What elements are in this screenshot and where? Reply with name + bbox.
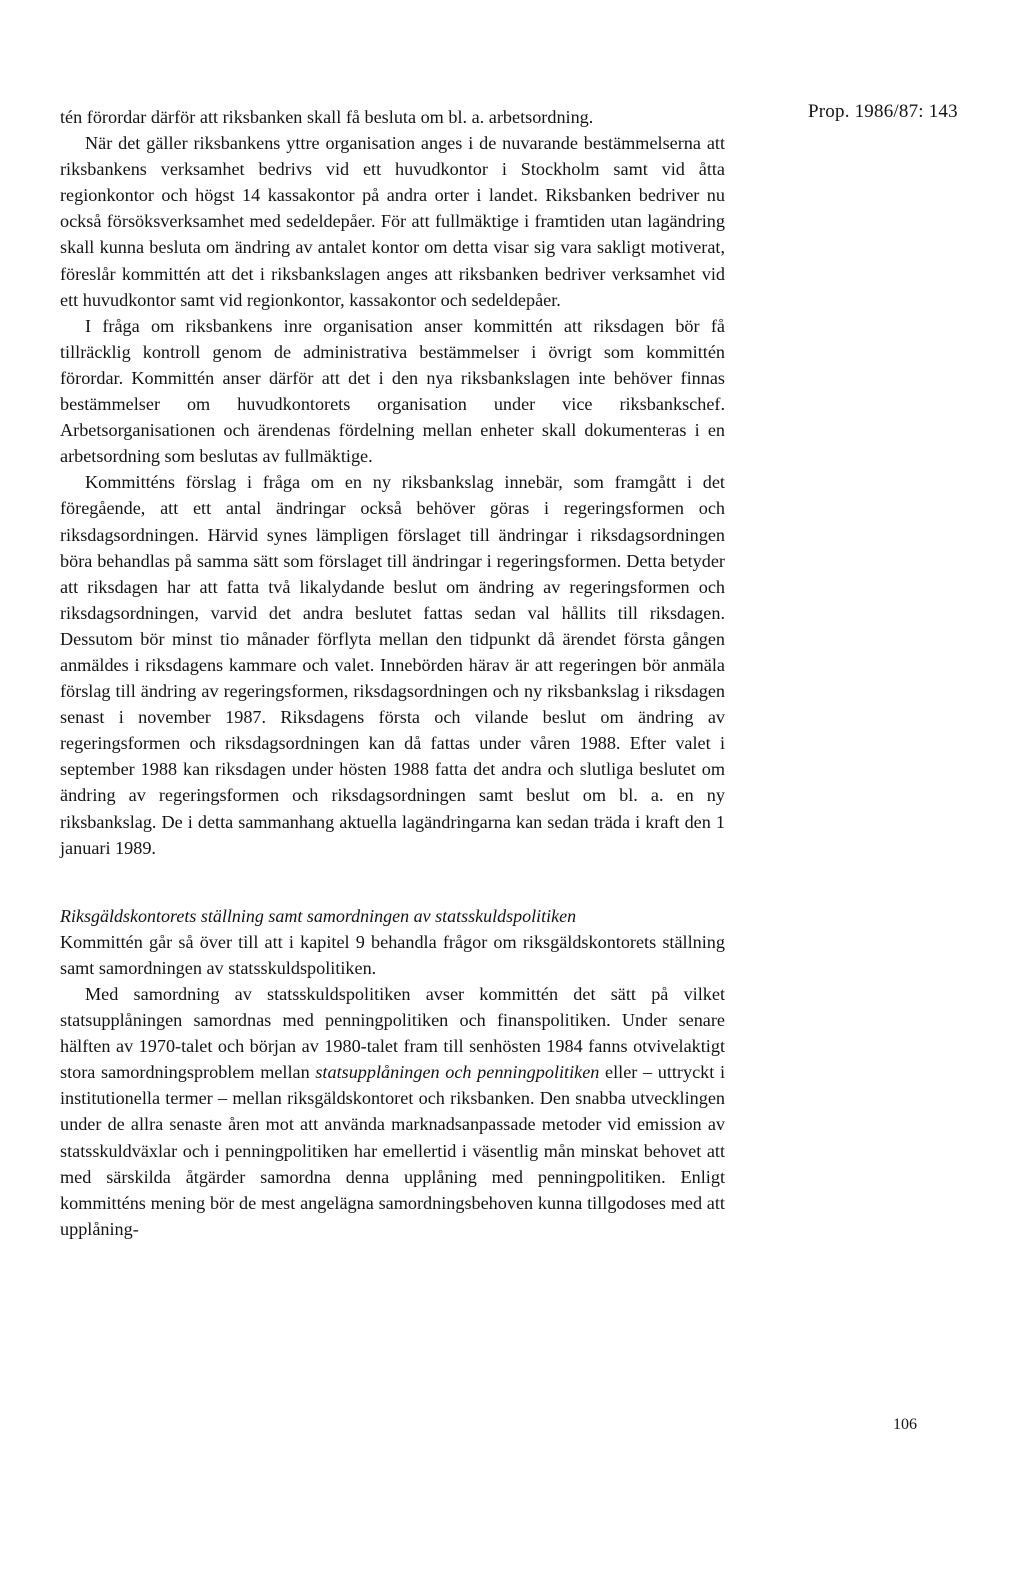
page-number: 106 xyxy=(893,1416,917,1433)
paragraph-text-part: Med samordning av statsskuldspolitiken avser kommittén det sätt på vilket statsupplåningen samordnas med penningpolitiken och finanspolitiken. Under senare hälften av 1970-talet och början av 1980-talet fram till senhösten 1984 fanns otvivelaktigt stora samordningsproblem mellan xyxy=(60,984,725,1083)
paragraph-internal-organisation: I fråga om riksbankens inre organisation anser kommittén att riksdagen bör få tillräcklig kontroll genom de administrativa bestämmelser i övrigt som kommittén förordar. Kommittén anser därför att det i den nya riksbankslagen inte behöver finnas bestämmelser om huvudkontorets organisation under vice riksbankschef. Arbetsorganisationen och ärendenas fördelning mellan enheter skall dokumenteras i en arbetsordning som beslutas av fullmäktige. xyxy=(60,315,725,467)
paragraph-continuation: tén förordar därför att riksbanken skall få besluta om bl. a. arbetsordning. xyxy=(60,107,594,127)
running-head: Prop. 1986/87: 143 xyxy=(808,101,958,122)
paragraph-text-part: eller – uttryckt i institutionella termer – mellan riksgäldskontoret och riksbanken. Den snabba utvecklingen under de allra senaste åren mot att använda marknadsanpassade metoder vid emission av statsskuldväxlar och i penningpolitiken har emellertid i väsentlig mån minskat behovet att med särskilda åtgärder samordna denna upplåning med penningpolitiken. Enligt kommitténs mening bör de mest angelägna samordningsbehoven kunna tillgodoses med att upplåning- xyxy=(60,1062,725,1239)
paragraph-external-organisation: När det gäller riksbankens yttre organisation anges i de nuvarande bestämmelserna att riksbankens verksamhet bedrivs vid ett huvudkontor i Stockholm samt vid åtta regionkontor och högst 14 kassakontor på andra orter i landet. Riksbanken bedriver nu också försöksverksamhet med sedeldepåer. För att fullmäktige i framtiden utan lagändring skall kunna besluta om ändring av antalet kontor om detta visar sig vara sakligt motiverat, föreslår kommittén att det i riksbankslagen anges att riksbanken bedriver verksamhet vid ett huvudkontor samt vid regionkontor, kassakontor och sedeldepåer. xyxy=(60,133,725,310)
paragraph-legislative-procedure: Kommitténs förslag i fråga om en ny riksbankslag innebär, som framgått i det föregående, att ett antal ändringar också behöver göras i regeringsformen och riksdagsordningen. Härvid synes lämpligen förslaget till ändringar i riksdagsordningen böra behandlas på samma sätt som förslaget till ändringar i regeringsformen. Detta betyder att riksdagen har att fatta två likalydande beslut om ändring av regeringsformen och riksdagsordningen, varvid det andra beslutet fattas sedan val hållits till riksdagen. Dessutom bör minst tio månader förflyta mellan den tidpunkt då ärendet första gången anmäldes i riksdagens kammare och valet. Innebörden härav är att regeringen bör anmäla förslag till ändring av regeringsformen, riksdagsordningen och ny riksbankslag i riksdagen senast i november 1987. Riksdagens första och vilande beslut om ändring av regeringsformen och riksdagsordningen kan då fattas under våren 1988. Efter valet i september 1988 kan riksdagen under hösten 1988 fatta det andra och slutliga beslutet om ändring av regeringsformen och riksdagsordningen samt beslut om bl. a. en ny riksbankslag. De i detta sammanhang aktuella lagändringarna kan sedan träda i kraft den 1 januari 1989. xyxy=(60,472,725,858)
body-text xyxy=(60,104,725,1242)
paragraph-chapter-intro: Kommittén går så över till att i kapitel 9 behandla frågor om riksgäldskontorets ställning samt samordningen av statsskuldspolitiken. xyxy=(60,931,725,978)
emphasized-phrase: statsupplåningen och penningpolitiken xyxy=(315,1062,600,1083)
paragraph-coordination xyxy=(60,981,725,1242)
section-heading: Riksgäldskontorets ställning samt samordningen av statsskuldspolitiken xyxy=(60,905,577,926)
